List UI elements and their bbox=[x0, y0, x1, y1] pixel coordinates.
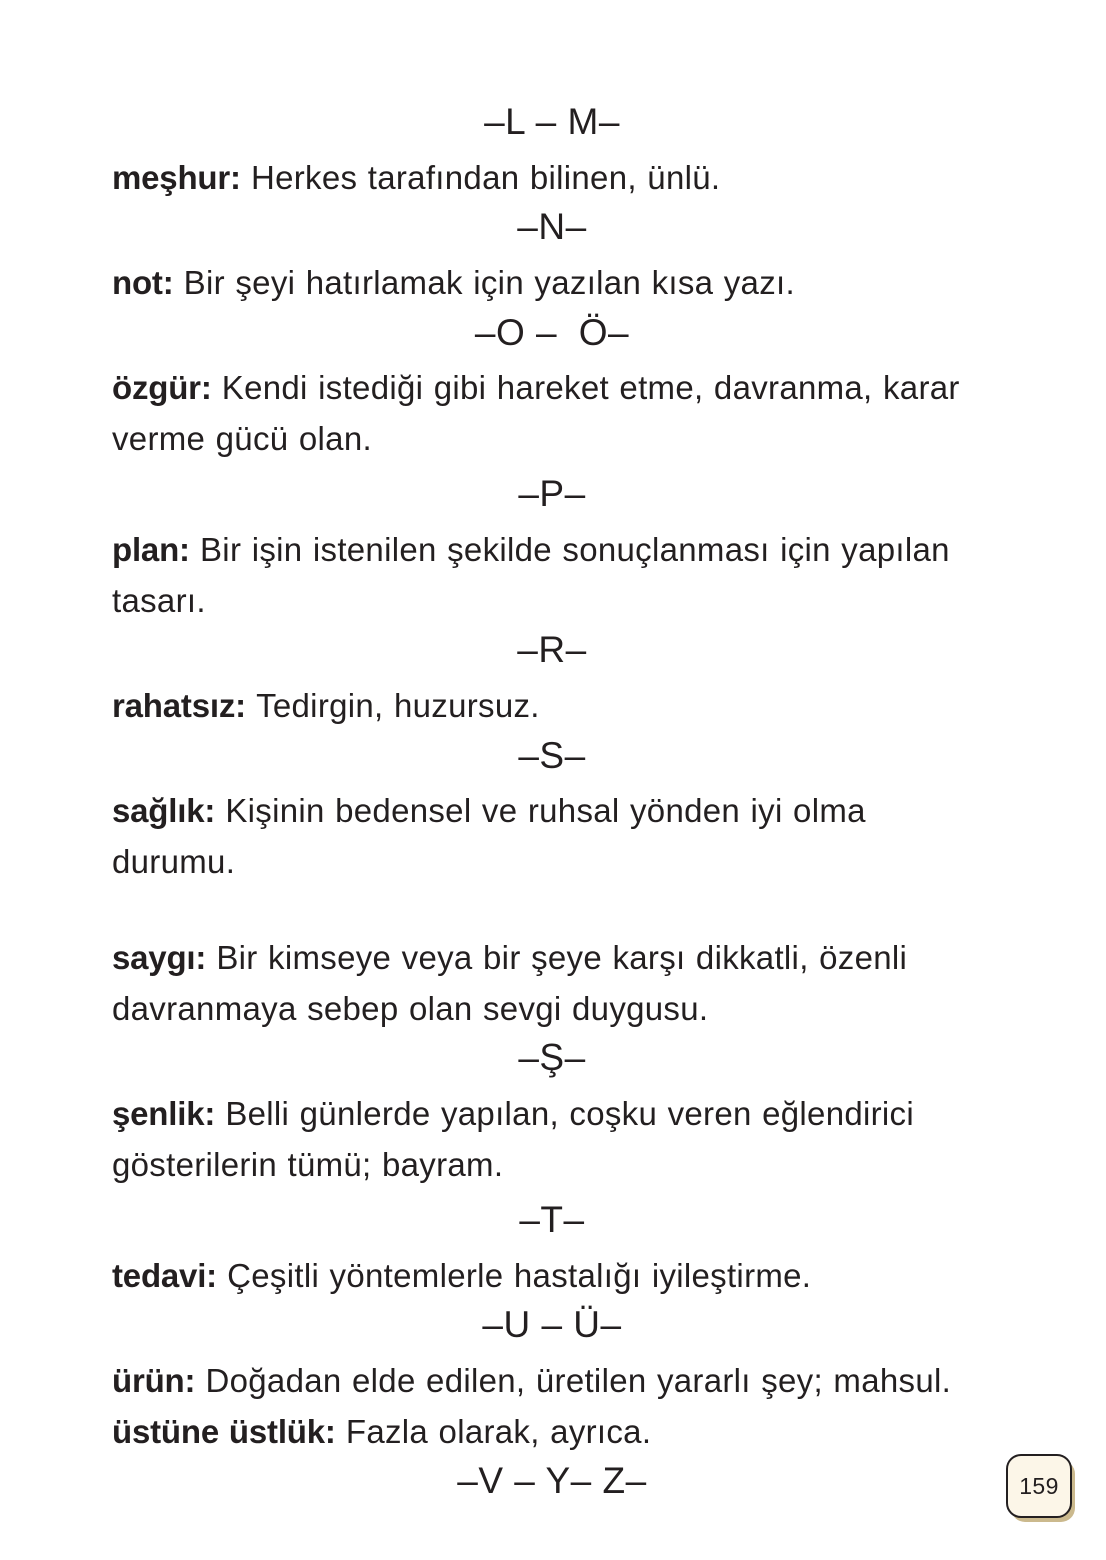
entry-definition: Fazla olarak, ayrıca. bbox=[345, 1412, 652, 1450]
letter-heading-p: –P– bbox=[518, 473, 586, 515]
glossary-entry-urun bbox=[112, 1356, 992, 1406]
glossary-content bbox=[112, 98, 992, 1506]
entry-definition: Bir şeyi hatırlamak için yazılan kısa yazı. bbox=[183, 264, 795, 302]
entry-definition: Tedirgin, huzursuz. bbox=[256, 687, 540, 725]
glossary-entry-ustune-ustluk bbox=[112, 1407, 992, 1457]
glossary-entry-rahatsiz bbox=[112, 681, 992, 731]
entry-term: sağlık: bbox=[112, 792, 216, 830]
page-number-badge bbox=[1006, 1454, 1072, 1518]
entry-definition: Herkes tarafından bilinen, ünlü. bbox=[250, 158, 721, 196]
letter-heading-t: –T– bbox=[519, 1199, 585, 1241]
entry-term: rahatsız: bbox=[112, 687, 246, 725]
glossary-entry-not bbox=[112, 258, 992, 308]
glossary-entry-saygi bbox=[112, 933, 992, 1034]
entry-definition: Bir işin istenilen şekilde sonuçlanması için yapılan tasarı. bbox=[112, 531, 950, 619]
entry-term: üstüne üstlük: bbox=[112, 1412, 336, 1450]
entry-definition: Bir kimseye veya bir şeye karşı dikkatli, özenli davranmaya sebep olan sevgi duygusu. bbox=[112, 939, 908, 1027]
letter-heading-sh: –Ş– bbox=[518, 1037, 586, 1079]
entry-term: not: bbox=[112, 264, 174, 302]
spacer bbox=[112, 887, 992, 933]
entry-definition: Belli günlerde yapılan, coşku veren eğlendirici gösterilerin tümü; bayram. bbox=[112, 1095, 914, 1183]
entry-definition: Kişinin bedensel ve ruhsal yönden iyi olma durumu. bbox=[112, 792, 866, 880]
entry-term: meşhur: bbox=[112, 158, 241, 196]
entry-term: tedavi: bbox=[112, 1256, 217, 1294]
glossary-entry-plan bbox=[112, 525, 992, 626]
letter-heading-s: –S– bbox=[518, 734, 586, 776]
entry-definition: Çeşitli yöntemlerle hastalığı iyileştirme. bbox=[227, 1256, 812, 1294]
glossary-entry-ozgur bbox=[112, 363, 992, 464]
letter-heading-vyz: –V – Y– Z– bbox=[457, 1460, 647, 1502]
entry-term: saygı: bbox=[112, 939, 207, 977]
glossary-entry-saglik bbox=[112, 786, 992, 887]
entry-definition: Kendi istediği gibi hareket etme, davranma, karar verme gücü olan. bbox=[112, 369, 960, 457]
letter-heading-r: –R– bbox=[517, 629, 587, 671]
glossary-entry-meshur bbox=[112, 153, 992, 203]
glossary-entry-tedavi bbox=[112, 1251, 992, 1301]
entry-term: özgür: bbox=[112, 369, 212, 407]
glossary-entry-senlik bbox=[112, 1089, 992, 1190]
entry-term: plan: bbox=[112, 531, 190, 569]
entry-definition: Doğadan elde edilen, üretilen yararlı şey; mahsul. bbox=[205, 1362, 952, 1400]
letter-heading-u-uu: –U – Ü– bbox=[482, 1304, 622, 1346]
letter-heading-lm: –L – M– bbox=[484, 101, 620, 142]
letter-heading-n: –N– bbox=[517, 206, 587, 248]
entry-term: ürün: bbox=[112, 1362, 196, 1400]
letter-heading-o-oo: –O – Ö– bbox=[474, 311, 630, 353]
page-number: 159 bbox=[1019, 1472, 1059, 1499]
entry-term: şenlik: bbox=[112, 1095, 216, 1133]
